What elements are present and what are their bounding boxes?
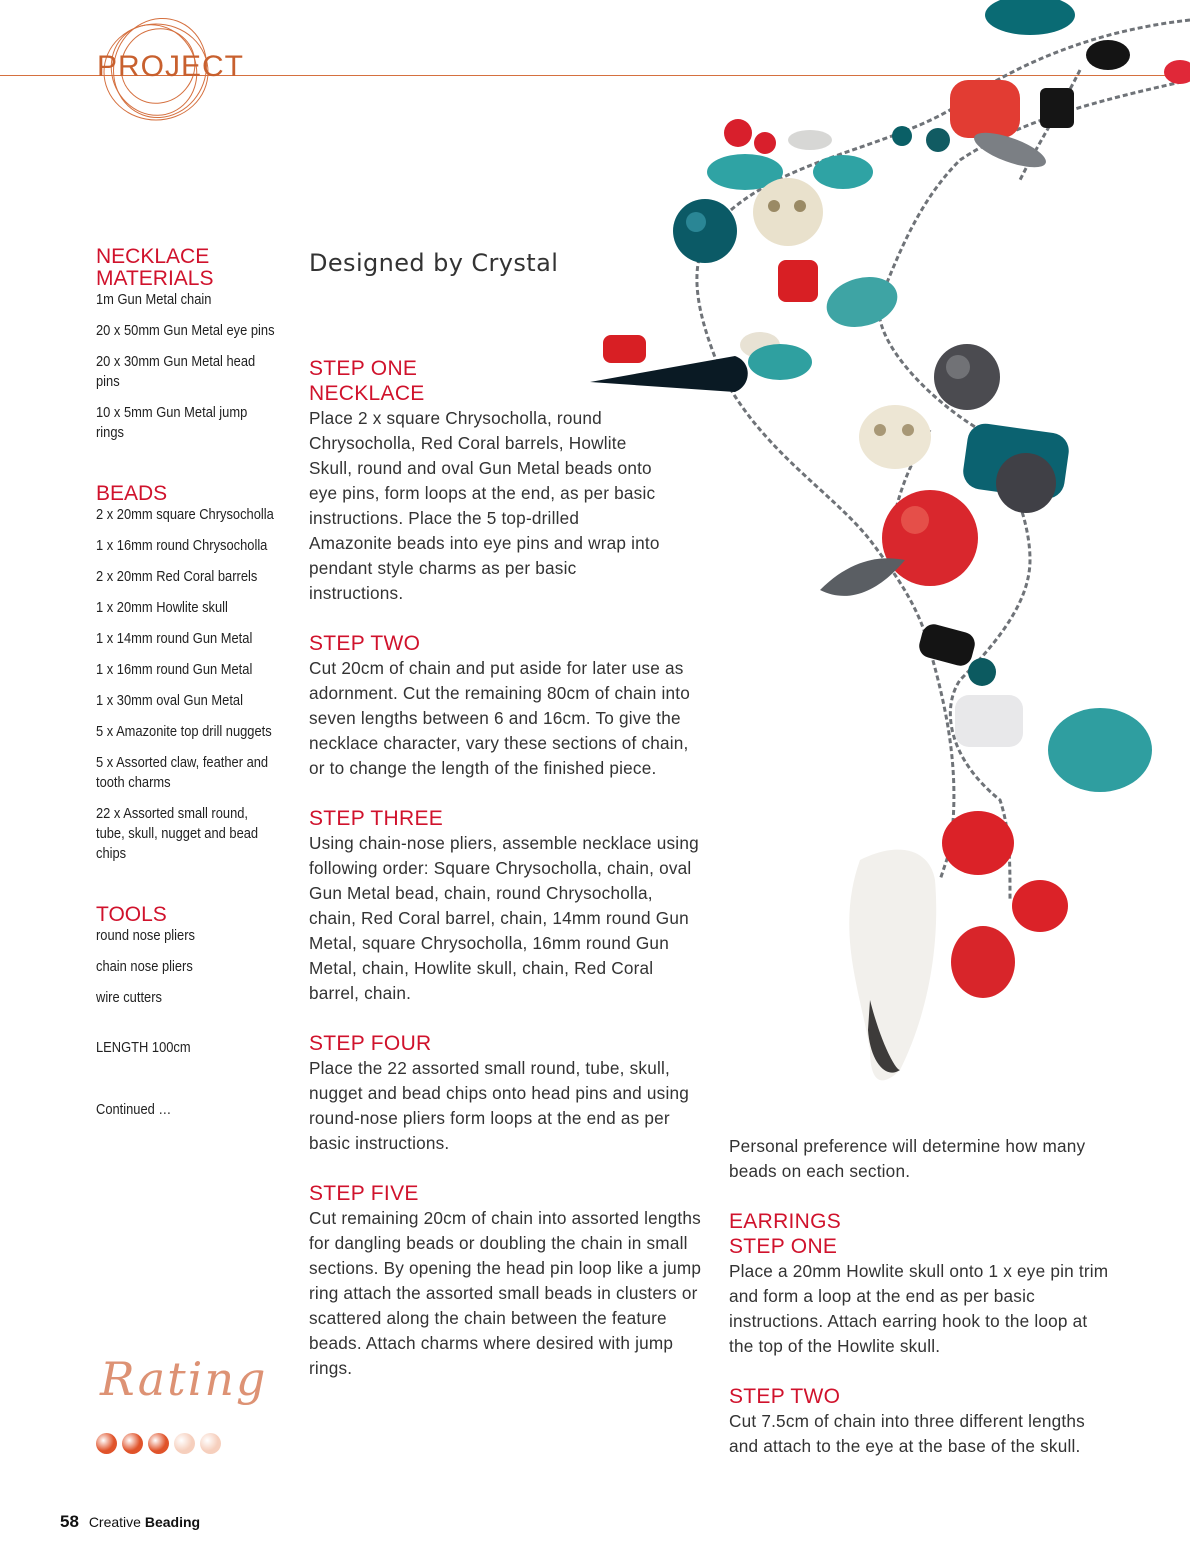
publication-title: Beading — [144, 1514, 201, 1530]
list-item: 10 x 5mm Gun Metal jump rings — [96, 404, 248, 441]
continued-text: Continued … — [96, 1101, 172, 1118]
list-item: 1 x 30mm oval Gun Metal — [96, 692, 243, 709]
list-item: 2 x 20mm Red Coral barrels — [96, 568, 258, 585]
instructions-column — [309, 356, 709, 1406]
section-label: PROJECT — [97, 50, 245, 83]
tools-list — [96, 926, 286, 1008]
byline: Designed by Crystal — [309, 249, 559, 277]
step-five-continued-block — [729, 1134, 1149, 1184]
necklace-materials-section — [96, 246, 286, 443]
earrings-heading: EARRINGS — [729, 1210, 842, 1233]
beads-list — [96, 505, 286, 864]
beads-heading: BEADS — [96, 482, 168, 505]
rating-dot-empty — [200, 1433, 221, 1454]
step-four-body: Place the 22 assorted small round, tube, skull, nugget and bead chips onto head pins and using round-nose pliers form loops at the end as per basic instructions. — [309, 1058, 689, 1153]
length-text: LENGTH 100cm — [96, 1039, 191, 1056]
step-four-block — [309, 1031, 709, 1156]
step-five-body: Cut remaining 20cm of chain into assorted lengths for dangling beads or doubling the chain in small sections. By opening the head pin loop like a jump ring attach the assorted small beads in clusters or scattered along the chain between the feature beads. Attach charms where desired with jump rings. — [309, 1208, 702, 1378]
list-item: wire cutters — [96, 989, 162, 1006]
list-item: 1 x 14mm round Gun Metal — [96, 630, 253, 647]
instructions-column-right — [729, 1134, 1149, 1484]
list-item: 5 x Assorted claw, feather and tooth charms — [96, 754, 269, 791]
page-footer — [60, 1512, 200, 1532]
rating-dot-filled — [122, 1433, 143, 1454]
necklace-materials-list — [96, 290, 286, 443]
earrings-step-two-block — [729, 1384, 1149, 1459]
necklace-subheading: NECKLACE — [309, 382, 425, 405]
rating-dots — [94, 1358, 284, 1458]
step-three-heading: STEP THREE — [309, 807, 444, 830]
earrings-step-two-heading: STEP TWO — [729, 1385, 841, 1408]
step-five-continued: Personal preference will determine how many beads on each section. — [729, 1136, 1086, 1181]
tools-heading: TOOLS — [96, 903, 167, 926]
step-five-heading: STEP FIVE — [309, 1182, 419, 1205]
step-three-block — [309, 806, 709, 1006]
step-two-heading: STEP TWO — [309, 632, 421, 655]
list-item: 1 x 20mm Howlite skull — [96, 599, 228, 616]
list-item: round nose pliers — [96, 927, 195, 944]
step-one-body: Place 2 x square Chrysocholla, round Chrysocholla, Red Coral barrels, Howlite Skull, round and oval Gun Metal beads onto eye pins, form loops at the end, as per basic instructions. Place the 5 top-drilled Amazonite beads into eye pins and wrap into pendant style charms as per basic instructions. — [309, 408, 660, 603]
beads-section — [96, 483, 286, 864]
list-item: 22 x Assorted small round, tube, skull, nugget and bead chips — [96, 805, 259, 862]
rating-label: Rating — [100, 1352, 268, 1406]
step-four-heading: STEP FOUR — [309, 1032, 432, 1055]
list-item: 2 x 20mm square Chrysocholla — [96, 506, 274, 523]
earrings-step-one-body: Place a 20mm Howlite skull onto 1 x eye pin trim and form a loop at the end as per basic instructions. Attach earring hook to the loop at the top of the Howlite skull. — [729, 1261, 1109, 1356]
rating-dot-empty — [174, 1433, 195, 1454]
earrings-step-two-body: Cut 7.5cm of chain into three different lengths and attach to the eye at the base of the skull. — [729, 1411, 1085, 1456]
earrings-step-one-block — [729, 1209, 1149, 1359]
list-item: 5 x Amazonite top drill nuggets — [96, 723, 272, 740]
step-one-block — [309, 356, 709, 606]
list-item: 1 x 16mm round Chrysocholla — [96, 537, 268, 554]
step-two-block — [309, 631, 709, 781]
list-item: 1m Gun Metal chain — [96, 291, 212, 308]
rating-dot-filled — [96, 1433, 117, 1454]
step-five-block — [309, 1181, 709, 1381]
tools-section — [96, 904, 286, 1008]
step-one-heading: STEP ONE — [309, 357, 418, 380]
step-three-body: Using chain-nose pliers, assemble necklace using following order: Square Chrysocholla, chain, oval Gun Metal bead, chain, round Chrysocholla, chain, Red Coral barrel, chain, 14mm round Gun Metal, square Chrysocholla, 16mm round Gun Metal, chain, Howlite skull, chain, Red Coral barrel, chain. — [309, 833, 699, 1003]
publication-prefix: Creative — [88, 1514, 141, 1530]
necklace-materials-heading: NECKLACE MATERIALS — [96, 245, 214, 290]
sidebar-materials — [96, 246, 286, 1131]
page-number: 58 — [60, 1512, 79, 1531]
step-two-body: Cut 20cm of chain and put aside for later use as adornment. Cut the remaining 80cm of chain into seven lengths between 6 and 16cm. To give the necklace character, vary these sections of chain, or to change the length of the finished piece. — [309, 658, 691, 778]
list-item: 20 x 50mm Gun Metal eye pins — [96, 322, 275, 339]
extra-info — [96, 1038, 286, 1120]
publication-name — [89, 1514, 200, 1530]
list-item: 20 x 30mm Gun Metal head pins — [96, 353, 256, 390]
rating-dot-filled — [148, 1433, 169, 1454]
list-item: 1 x 16mm round Gun Metal — [96, 661, 253, 678]
list-item: chain nose pliers — [96, 958, 193, 975]
earrings-step-one-heading: STEP ONE — [729, 1235, 838, 1258]
